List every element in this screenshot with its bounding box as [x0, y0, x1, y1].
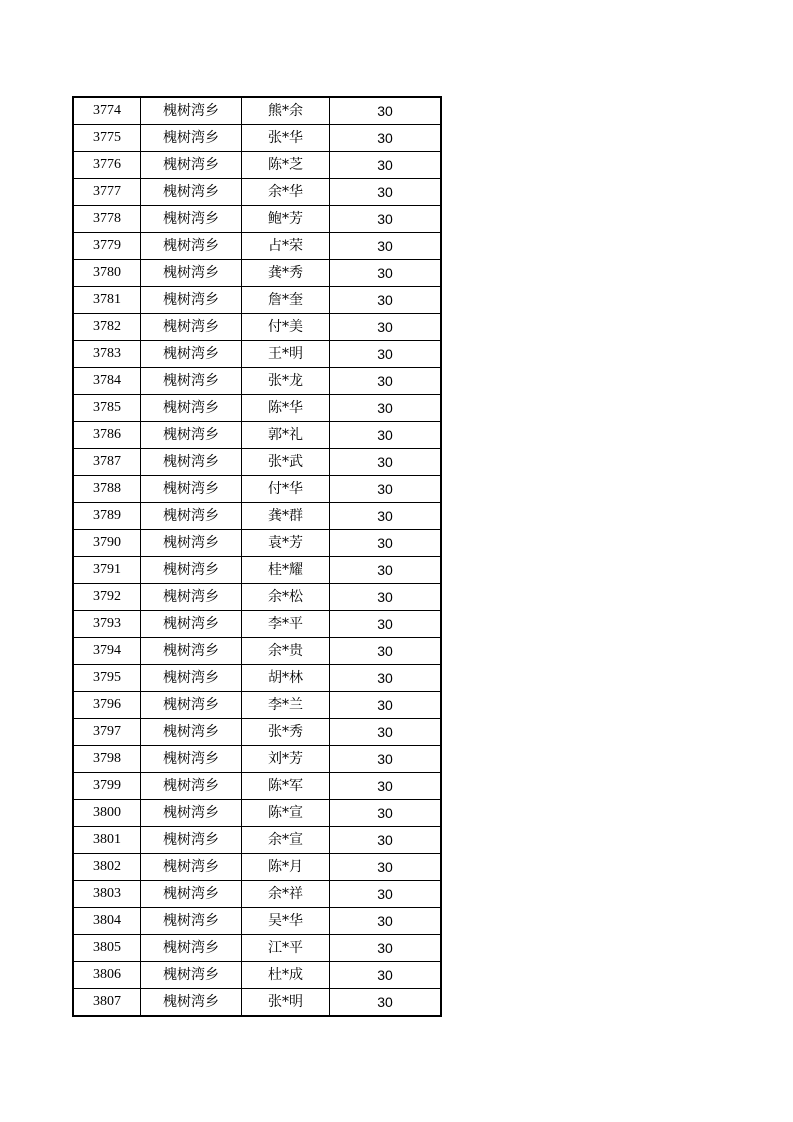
amount-cell: 30 — [330, 395, 442, 422]
person-name-cell: 王*明 — [242, 341, 330, 368]
table-row — [73, 719, 441, 746]
amount-cell: 30 — [330, 908, 442, 935]
township-cell: 槐树湾乡 — [141, 206, 242, 233]
row-number-cell: 3774 — [73, 97, 141, 125]
amount-cell: 30 — [330, 692, 442, 719]
row-number-cell: 3790 — [73, 530, 141, 557]
amount-cell: 30 — [330, 746, 442, 773]
table-row — [73, 206, 441, 233]
township-cell: 槐树湾乡 — [141, 97, 242, 125]
person-name-cell: 李*平 — [242, 611, 330, 638]
row-number-cell: 3782 — [73, 314, 141, 341]
row-number-cell: 3787 — [73, 449, 141, 476]
township-cell: 槐树湾乡 — [141, 314, 242, 341]
township-cell: 槐树湾乡 — [141, 800, 242, 827]
township-cell: 槐树湾乡 — [141, 341, 242, 368]
row-number-cell: 3804 — [73, 908, 141, 935]
person-name-cell: 郭*礼 — [242, 422, 330, 449]
township-cell: 槐树湾乡 — [141, 746, 242, 773]
township-cell: 槐树湾乡 — [141, 989, 242, 1017]
amount-cell: 30 — [330, 97, 442, 125]
amount-cell: 30 — [330, 530, 442, 557]
amount-cell: 30 — [330, 962, 442, 989]
table-row — [73, 665, 441, 692]
township-cell: 槐树湾乡 — [141, 179, 242, 206]
person-name-cell: 陈*军 — [242, 773, 330, 800]
person-name-cell: 张*龙 — [242, 368, 330, 395]
table-body — [73, 97, 441, 1016]
table-row — [73, 368, 441, 395]
table-row — [73, 908, 441, 935]
person-name-cell: 陈*华 — [242, 395, 330, 422]
table-row — [73, 395, 441, 422]
person-name-cell: 占*荣 — [242, 233, 330, 260]
amount-cell: 30 — [330, 557, 442, 584]
township-cell: 槐树湾乡 — [141, 395, 242, 422]
data-table — [72, 96, 442, 1017]
amount-cell: 30 — [330, 638, 442, 665]
person-name-cell: 桂*耀 — [242, 557, 330, 584]
row-number-cell: 3788 — [73, 476, 141, 503]
township-cell: 槐树湾乡 — [141, 449, 242, 476]
person-name-cell: 刘*芳 — [242, 746, 330, 773]
township-cell: 槐树湾乡 — [141, 665, 242, 692]
row-number-cell: 3784 — [73, 368, 141, 395]
person-name-cell: 余*祥 — [242, 881, 330, 908]
amount-cell: 30 — [330, 827, 442, 854]
person-name-cell: 李*兰 — [242, 692, 330, 719]
amount-cell: 30 — [330, 422, 442, 449]
township-cell: 槐树湾乡 — [141, 881, 242, 908]
township-cell: 槐树湾乡 — [141, 962, 242, 989]
table-row — [73, 584, 441, 611]
row-number-cell: 3798 — [73, 746, 141, 773]
township-cell: 槐树湾乡 — [141, 773, 242, 800]
township-cell: 槐树湾乡 — [141, 719, 242, 746]
township-cell: 槐树湾乡 — [141, 287, 242, 314]
table-row — [73, 314, 441, 341]
row-number-cell: 3779 — [73, 233, 141, 260]
table-row — [73, 962, 441, 989]
township-cell: 槐树湾乡 — [141, 422, 242, 449]
township-cell: 槐树湾乡 — [141, 638, 242, 665]
row-number-cell: 3776 — [73, 152, 141, 179]
person-name-cell: 杜*成 — [242, 962, 330, 989]
person-name-cell: 吴*华 — [242, 908, 330, 935]
table-row — [73, 989, 441, 1017]
person-name-cell: 龚*群 — [242, 503, 330, 530]
row-number-cell: 3795 — [73, 665, 141, 692]
row-number-cell: 3802 — [73, 854, 141, 881]
amount-cell: 30 — [330, 206, 442, 233]
township-cell: 槐树湾乡 — [141, 827, 242, 854]
row-number-cell: 3781 — [73, 287, 141, 314]
person-name-cell: 陈*月 — [242, 854, 330, 881]
person-name-cell: 熊*余 — [242, 97, 330, 125]
table-row — [73, 287, 441, 314]
person-name-cell: 陈*芝 — [242, 152, 330, 179]
row-number-cell: 3799 — [73, 773, 141, 800]
table-row — [73, 692, 441, 719]
row-number-cell: 3803 — [73, 881, 141, 908]
table-row — [73, 611, 441, 638]
township-cell: 槐树湾乡 — [141, 368, 242, 395]
row-number-cell: 3800 — [73, 800, 141, 827]
row-number-cell: 3797 — [73, 719, 141, 746]
person-name-cell: 张*秀 — [242, 719, 330, 746]
row-number-cell: 3805 — [73, 935, 141, 962]
row-number-cell: 3791 — [73, 557, 141, 584]
amount-cell: 30 — [330, 854, 442, 881]
person-name-cell: 龚*秀 — [242, 260, 330, 287]
row-number-cell: 3807 — [73, 989, 141, 1017]
amount-cell: 30 — [330, 935, 442, 962]
person-name-cell: 陈*宣 — [242, 800, 330, 827]
row-number-cell: 3783 — [73, 341, 141, 368]
table-row — [73, 881, 441, 908]
row-number-cell: 3793 — [73, 611, 141, 638]
township-cell: 槐树湾乡 — [141, 503, 242, 530]
amount-cell: 30 — [330, 341, 442, 368]
table-row — [73, 476, 441, 503]
table-row — [73, 530, 441, 557]
amount-cell: 30 — [330, 503, 442, 530]
row-number-cell: 3778 — [73, 206, 141, 233]
person-name-cell: 张*武 — [242, 449, 330, 476]
township-cell: 槐树湾乡 — [141, 935, 242, 962]
township-cell: 槐树湾乡 — [141, 584, 242, 611]
table-row — [73, 449, 441, 476]
township-cell: 槐树湾乡 — [141, 476, 242, 503]
table-row — [73, 773, 441, 800]
table-row — [73, 638, 441, 665]
row-number-cell: 3786 — [73, 422, 141, 449]
table-row — [73, 422, 441, 449]
row-number-cell: 3780 — [73, 260, 141, 287]
person-name-cell: 张*华 — [242, 125, 330, 152]
row-number-cell: 3777 — [73, 179, 141, 206]
amount-cell: 30 — [330, 287, 442, 314]
person-name-cell: 付*华 — [242, 476, 330, 503]
amount-cell: 30 — [330, 476, 442, 503]
table-row — [73, 233, 441, 260]
amount-cell: 30 — [330, 989, 442, 1017]
table-row — [73, 152, 441, 179]
table-row — [73, 341, 441, 368]
amount-cell: 30 — [330, 584, 442, 611]
table-row — [73, 935, 441, 962]
row-number-cell: 3806 — [73, 962, 141, 989]
table-row — [73, 179, 441, 206]
amount-cell: 30 — [330, 719, 442, 746]
person-name-cell: 余*宣 — [242, 827, 330, 854]
table-row — [73, 746, 441, 773]
township-cell: 槐树湾乡 — [141, 557, 242, 584]
township-cell: 槐树湾乡 — [141, 854, 242, 881]
amount-cell: 30 — [330, 260, 442, 287]
township-cell: 槐树湾乡 — [141, 530, 242, 557]
row-number-cell: 3785 — [73, 395, 141, 422]
table-row — [73, 827, 441, 854]
table-row — [73, 557, 441, 584]
table-row — [73, 854, 441, 881]
row-number-cell: 3775 — [73, 125, 141, 152]
township-cell: 槐树湾乡 — [141, 611, 242, 638]
amount-cell: 30 — [330, 152, 442, 179]
table-row — [73, 503, 441, 530]
amount-cell: 30 — [330, 233, 442, 260]
table-row — [73, 260, 441, 287]
table-row — [73, 97, 441, 125]
table-row — [73, 800, 441, 827]
amount-cell: 30 — [330, 611, 442, 638]
row-number-cell: 3792 — [73, 584, 141, 611]
person-name-cell: 江*平 — [242, 935, 330, 962]
person-name-cell: 袁*芳 — [242, 530, 330, 557]
amount-cell: 30 — [330, 665, 442, 692]
row-number-cell: 3801 — [73, 827, 141, 854]
amount-cell: 30 — [330, 449, 442, 476]
person-name-cell: 张*明 — [242, 989, 330, 1017]
amount-cell: 30 — [330, 881, 442, 908]
person-name-cell: 詹*奎 — [242, 287, 330, 314]
township-cell: 槐树湾乡 — [141, 152, 242, 179]
person-name-cell: 余*华 — [242, 179, 330, 206]
township-cell: 槐树湾乡 — [141, 233, 242, 260]
amount-cell: 30 — [330, 800, 442, 827]
person-name-cell: 鲍*芳 — [242, 206, 330, 233]
township-cell: 槐树湾乡 — [141, 692, 242, 719]
township-cell: 槐树湾乡 — [141, 125, 242, 152]
amount-cell: 30 — [330, 179, 442, 206]
person-name-cell: 付*美 — [242, 314, 330, 341]
person-name-cell: 余*贵 — [242, 638, 330, 665]
person-name-cell: 余*松 — [242, 584, 330, 611]
amount-cell: 30 — [330, 314, 442, 341]
township-cell: 槐树湾乡 — [141, 908, 242, 935]
amount-cell: 30 — [330, 125, 442, 152]
row-number-cell: 3789 — [73, 503, 141, 530]
table-row — [73, 125, 441, 152]
amount-cell: 30 — [330, 773, 442, 800]
row-number-cell: 3794 — [73, 638, 141, 665]
township-cell: 槐树湾乡 — [141, 260, 242, 287]
person-name-cell: 胡*林 — [242, 665, 330, 692]
amount-cell: 30 — [330, 368, 442, 395]
row-number-cell: 3796 — [73, 692, 141, 719]
